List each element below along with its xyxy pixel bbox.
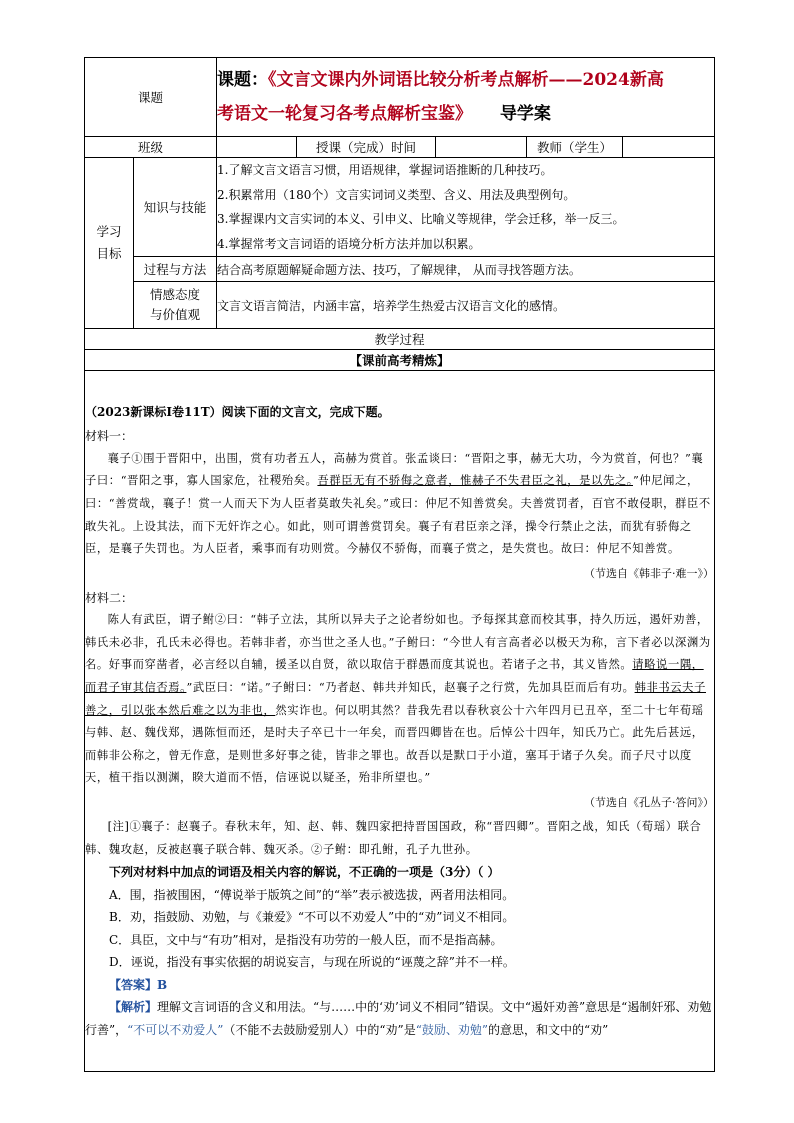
analysis-text-a: 理解文言词语的含义和用法。“与……中的‘劝’词义不相同”错误。文中“遏奸劝善”意思是“遏制奸邪、劝勉行善”， (85, 1000, 712, 1037)
m2-text-a: 陈人有武臣，谓子鲋②曰：“韩子立法，其所以异夫子之论者纷如也。予每探其意而校其事，持久历远，遏奸劝善，韩氏未必非，孔氏未必得也。若韩非者，亦当世之圣人也。”子鲋曰：“今世人有言高者必以极天为称，言下者必以深渊为名。好事而穿凿者，必言经以自辅，援圣以自贤，欲以取信于群愚而度其说也。若诸子之书，其义皆然。 (85, 613, 711, 672)
time-label: 授课（完成）时间 (297, 137, 436, 158)
subject-label: 课题 (85, 58, 217, 137)
material2-text (85, 609, 714, 790)
material2-source: （节选自《孔丛子·答问》） (584, 796, 715, 810)
material1-source: （节选自《韩非子·难一》） (584, 566, 715, 580)
section-header: 【课前高考精炼】 (85, 350, 715, 371)
section-header-row (85, 350, 715, 371)
attitude-text: 文言文语言简洁，内涵丰富，培养学生热爱古汉语言文化的感情。 (217, 282, 715, 329)
main-row (85, 371, 715, 1072)
analysis-label: 【解析】 (109, 1000, 158, 1015)
attitude-label-1: 情感态度 (150, 287, 201, 302)
process-text: 结合高考原题解疑命题方法、技巧，了解规律， 从而寻找答题方法。 (217, 257, 715, 282)
class-value[interactable] (217, 137, 297, 158)
process-label: 过程与方法 (134, 257, 217, 282)
info-row (85, 137, 715, 158)
objectives-label (85, 158, 134, 329)
note: [注]①襄子：赵襄子。春秋末年，知、赵、韩、魏四家把持晋国国政，称“晋四卿”。晋阳之战，知氏（荀瑶）联合韩、魏攻赵，反被赵襄子联合韩、魏灭杀。②子鲋：即孔鲋，孔子九世孙。 (85, 820, 702, 856)
option-c: C．具臣，文中与“有功”相对，是指没有功劳的一般人臣，而不是指高赫。 (109, 932, 503, 947)
material1-text (85, 448, 714, 561)
material1-label: 材料一： (85, 429, 134, 444)
question: 下列对材料中加点的词语及相关内容的解说，不正确的一项是（3分）（ ） (109, 865, 500, 880)
material2-label: 材料二： (85, 590, 134, 605)
main-content (85, 371, 715, 1072)
m1-underline: 吾群臣无有不骄侮之意者，惟赫子不失君臣之礼，是以先之。 (317, 474, 633, 488)
option-b: B．劝，指鼓励、劝勉，与《兼爱》“不可以不劝爱人”中的“劝”词义不相同。 (109, 910, 515, 925)
title-line2: 考语文一轮复习各考点解析宝鉴》 (217, 104, 473, 124)
m2-underline-2: 韩非书云夫子善之，引以张本然后难之以为非也， (85, 681, 706, 717)
attitude-row (85, 282, 715, 329)
answer-label: 【答案】 (109, 977, 158, 992)
analysis-text-c: 的意思，和文中的“劝” (487, 1022, 609, 1037)
page-title (217, 58, 715, 137)
knowledge-item: 2.积累常用（180个）文言实词词义类型、含义、用法及典型例句。 (217, 187, 576, 202)
teacher-value[interactable] (623, 137, 715, 158)
time-value[interactable] (436, 137, 527, 158)
m1-text-b: ”仲尼闻之，曰：“善赏哉，襄子！赏一人而天下为人臣者莫敢失礼矣。”或曰：仲尼不知善赏矣。夫善赏罚者，百官不敢侵职，群臣不敢失礼。上设其法，而下无奸诈之心。如此，则可谓善赏罚矣。襄子有君臣亲之泽，操令行禁止之法，而犹有骄侮之臣，是襄子失罚也。为人臣者，乘事而有功则赏。今赫仅不骄侮，而襄子赏之，是失赏也。故曰：仲尼不知善赏。 (85, 474, 711, 556)
lesson-table (84, 57, 715, 1072)
analysis-blue-2: “鼓励、劝勉” (415, 1022, 488, 1037)
title-main: 《文言文课内外词语比较分析考点解析——2024新高 (268, 70, 664, 90)
intro: （2023新课标Ⅰ卷11T）阅读下面的文言文，完成下题。 (85, 404, 390, 419)
m2-underline: 请略说一隅，而君子审其信否焉。 (85, 658, 704, 695)
attitude-label (134, 282, 217, 329)
objectives-label-1: 学习 (96, 224, 122, 239)
objectives-label-2: 目标 (96, 246, 122, 261)
knowledge-item: 1.了解文言文语言习惯，用语规律，掌握词语推断的几种技巧。 (217, 163, 553, 177)
title-row (85, 58, 715, 137)
teacher-label: 教师（学生） (527, 137, 623, 158)
knowledge-item: 3.掌握课内文言实词的本义、引申义、比喻义等规律，学会迁移，举一反三。 (217, 212, 625, 226)
m1-text-a: 襄子①围于晋阳中，出围，赏有功者五人，高赫为赏首。张孟谈曰：“晋阳之事，赫无大功，今为赏首，何也？”襄子曰：“晋阳之事，寡人国家危，社稷殆矣。 (85, 451, 704, 488)
analysis (85, 996, 714, 1041)
process-row (85, 257, 715, 282)
m2-text-c: 然实诈也。何以明其然？昔我先君以春秋哀公十六年四月已丑卒，至二十七年荀瑶与韩、赵、魏伐郑，遇陈恒而还，是时夫子卒已十一年矣，而晋四卿皆在也。后悼公十四年，知氏乃亡。此先后甚远，而韩非公称之，曾无作意，是则世多好事之徒，皆非之罪也。故吾以是默口于小道，塞耳于诸子久矣。而子尺寸以度天，植干指以测渊，睽大道而不悟，信诬说以疑圣，殆非所望也。” (85, 703, 704, 785)
option-d: D．诬说，指没有事实依据的胡说妄言，与现在所说的“诬蔑之辞”并不一样。 (109, 955, 515, 970)
class-label: 班级 (85, 137, 217, 158)
knowledge-item: 4.掌握常考文言词语的语境分析方法并加以积累。 (217, 236, 481, 251)
option-a: A．围，指被围困，“傅说举于版筑之间”的“举”表示被选拔，两者用法相同。 (109, 887, 515, 902)
answer (85, 974, 714, 997)
worksheet (84, 57, 714, 1072)
attitude-label-2: 与价值观 (150, 307, 201, 322)
knowledge-label: 知识与技能 (134, 158, 217, 257)
analysis-blue-1: “不可以不劝爱人” (127, 1022, 224, 1037)
knowledge-row (85, 158, 715, 257)
process-header-row (85, 329, 715, 350)
knowledge-list (217, 158, 715, 257)
answer-value: B (157, 977, 168, 992)
process-header: 教学过程 (85, 329, 715, 350)
analysis-text-b: （不能不去鼓励爱别人）中的“劝”是 (223, 1022, 416, 1037)
title-suffix: 导学案 (499, 104, 551, 124)
m2-text-b: ”武臣曰：“诺。”子鲋曰：“乃者赵、韩共并知氏，赵襄子之行赏，先加具臣而后有功。 (186, 681, 635, 695)
title-prefix: 课题： (217, 70, 269, 90)
